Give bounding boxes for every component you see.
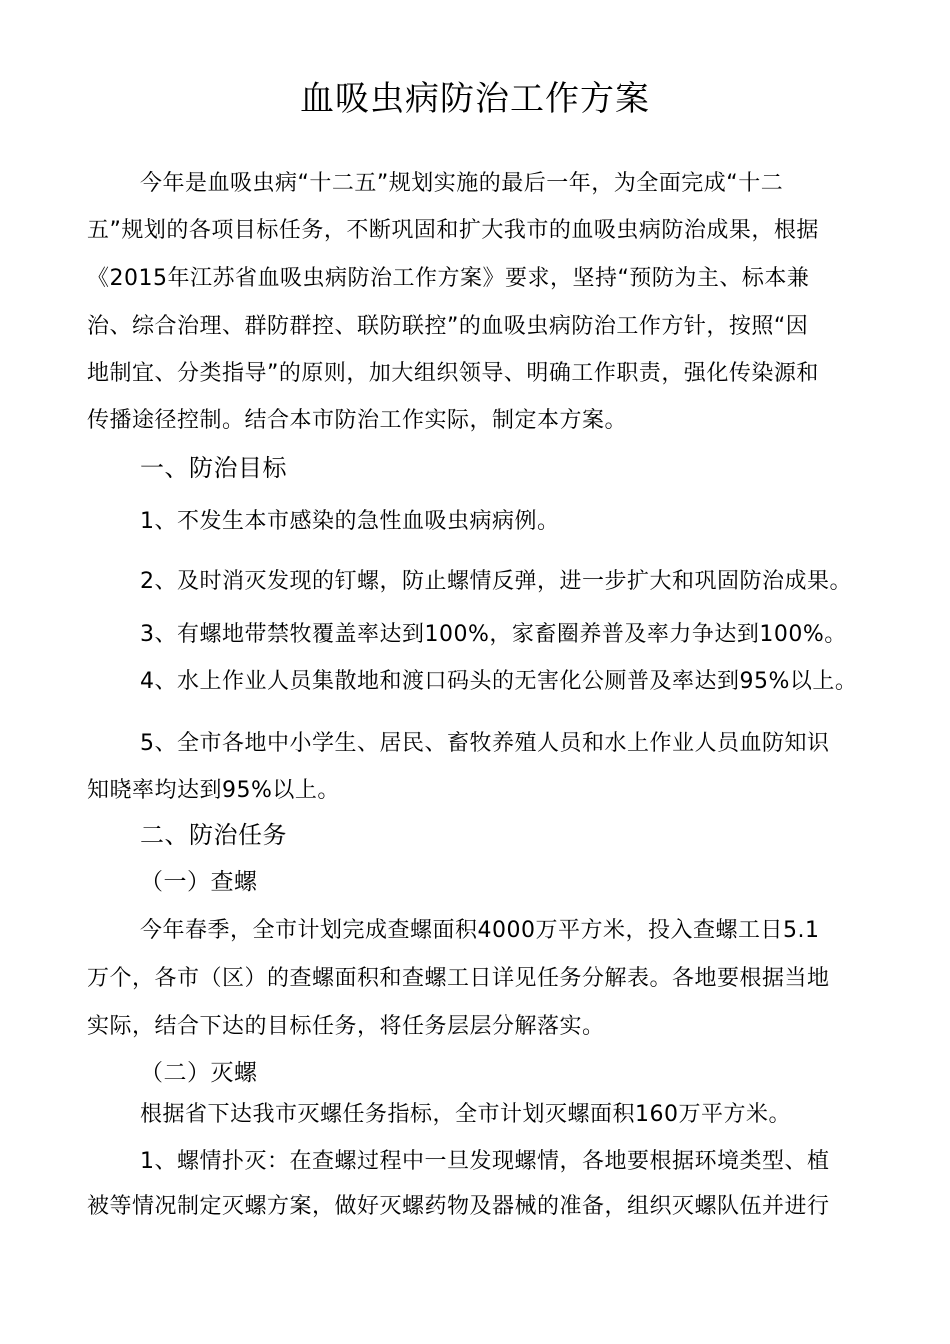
list-item: 5、全市各地中小学生、居民、畜牧养殖人员和水上作业人员血防知识 <box>140 731 830 756</box>
intro-line: 《2015年江苏省血吸虫病防治工作方案》要求，坚持“预防为主、标本兼 <box>87 266 810 291</box>
list-item: 1、不发生本市感染的急性血吸虫病病例。 <box>140 509 560 534</box>
paragraph-line: 实际，结合下达的目标任务，将任务层层分解落实。 <box>87 1014 605 1039</box>
paragraph-line: 根据省下达我市灭螺任务指标，全市计划灭螺面积160万平方米。 <box>140 1102 791 1127</box>
section-heading-goals: 一、防治目标 <box>140 454 287 482</box>
paragraph-line: 万个，各市（区）的查螺面积和查螺工日详见任务分解表。各地要根据当地 <box>87 966 830 991</box>
intro-line: 今年是血吸虫病“十二五”规划实施的最后一年，为全面完成“十二 <box>140 171 784 196</box>
list-item: 3、有螺地带禁牧覆盖率达到100%，家畜圈养普及率力争达到100%。 <box>140 622 847 647</box>
subsection-heading-elimination: （二）灭螺 <box>140 1060 258 1086</box>
paragraph-line: 1、螺情扑灭：在查螺过程中一旦发现螺情，各地要根据环境类型、植 <box>140 1149 830 1174</box>
list-item: 知晓率均达到95%以上。 <box>87 778 340 803</box>
intro-line: 地制宜、分类指导”的原则，加大组织领导、明确工作职责，强化传染源和 <box>87 361 819 386</box>
document-title: 血吸虫病防治工作方案 <box>300 79 650 119</box>
subsection-heading-survey: （一）查螺 <box>140 869 258 895</box>
paragraph-line: 被等情况制定灭螺方案，做好灭螺药物及器械的准备，组织灭螺队伍并进行 <box>87 1194 830 1219</box>
section-heading-tasks: 二、防治任务 <box>140 821 287 849</box>
list-item: 2、及时消灭发现的钉螺，防止螺情反弹，进一步扩大和巩固防治成果。 <box>140 569 852 594</box>
list-item: 4、水上作业人员集散地和渡口码头的无害化公厕普及率达到95%以上。 <box>140 669 858 694</box>
paragraph-line: 今年春季，全市计划完成查螺面积4000万平方米，投入查螺工日5.1 <box>140 918 820 943</box>
intro-line: 传播途径控制。结合本市防治工作实际，制定本方案。 <box>87 408 628 433</box>
intro-line: 治、综合治理、群防群控、联防联控”的血吸虫病防治工作方针，按照“因 <box>87 314 809 339</box>
intro-line: 五”规划的各项目标任务，不断巩固和扩大我市的血吸虫病防治成果，根据 <box>87 218 819 243</box>
